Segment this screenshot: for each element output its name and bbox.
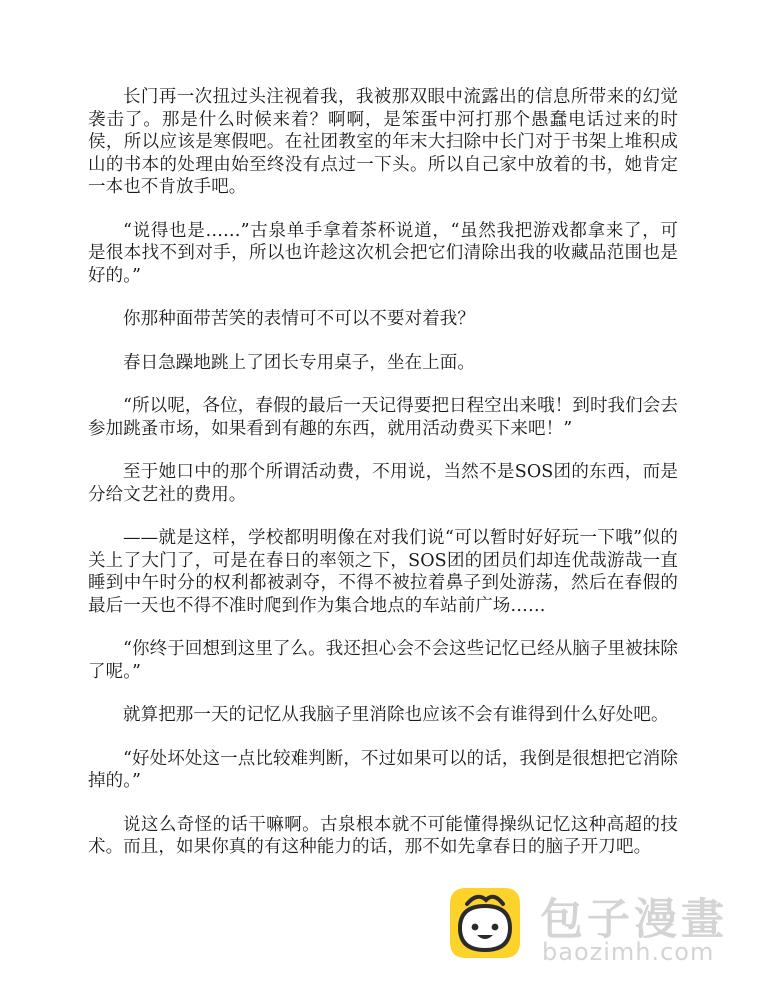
- watermark-url[interactable]: baozimh.com: [542, 938, 715, 966]
- paragraph-2: “说得也是……”古泉单手拿着茶杯说道，“虽然我把游戏都拿来了，可是很本找不到对手，所以也许趁这次机会把它们清除出我的收藏品范围也是好的。”: [88, 220, 678, 286]
- paragraph-1: 长门再一次扭过头注视着我，我被那双眼中流露出的信息所带来的幻觉袭击了。那是什么时候来着？啊啊，是笨蛋中河打那个愚蠢电话过来的时侯，所以应该是寒假吧。在社团教室的年末大扫除中长门对于书架上堆积成山的书本的处理由始至终没有点过一下头。所以自己家中放着的书，她肯定一本也不肯放手吧。: [88, 87, 678, 197]
- paragraph-3: 你那种面带苦笑的表情可不可以不要对着我？: [123, 309, 475, 329]
- paragraph-9: 就算把那一天的记忆从我脑子里消除也应该不会有谁得到什么好处吧。: [123, 705, 669, 725]
- paragraph-7: ——就是这样，学校都明明像在对我们说“可以暂时好好玩一下哦”似的关上了大门了，可是在春日的率领之下，SOS团的团员们却连优哉游哉一直睡到中午时分的权利都被剥夺，不得不被拉着鼻子到处游荡，然后在春假的最后一天也不得不准时爬到作为集合地点的车站前广场……: [88, 528, 678, 616]
- watermark[interactable]: [446, 884, 746, 964]
- paragraph-6: 至于她口中的那个所谓活动费，不用说，当然不是SOS团的东西，而是分给文艺社的费用。: [88, 462, 678, 505]
- paragraph-5: “所以呢，各位，春假的最后一天记得要把日程空出来哦！到时我们会去参加跳蚤市场，如果看到有趣的东西，就用活动费买下来吧！”: [88, 396, 678, 439]
- bun-mascot-icon: [446, 884, 524, 962]
- paragraph-10: “好处坏处这一点比较难判断，不过如果可以的话，我倒是很想把它消除掉的。”: [88, 748, 678, 791]
- watermark-title: 包子漫畫: [540, 895, 728, 945]
- paragraph-8: “你终于回想到这里了么。我还担心会不会这些记忆已经从脑子里被抹除了呢。”: [88, 639, 678, 682]
- paragraph-4: 春日急躁地跳上了团长专用桌子，坐在上面。: [123, 352, 475, 373]
- paragraph-11: 说这么奇怪的话干嘛啊。古泉根本就不可能懂得操纵记忆这种高超的技术。而且，如果你真的有这种能力的话，那不如先拿春日的脑子开刀吧。: [88, 814, 678, 857]
- document-body: [88, 86, 678, 880]
